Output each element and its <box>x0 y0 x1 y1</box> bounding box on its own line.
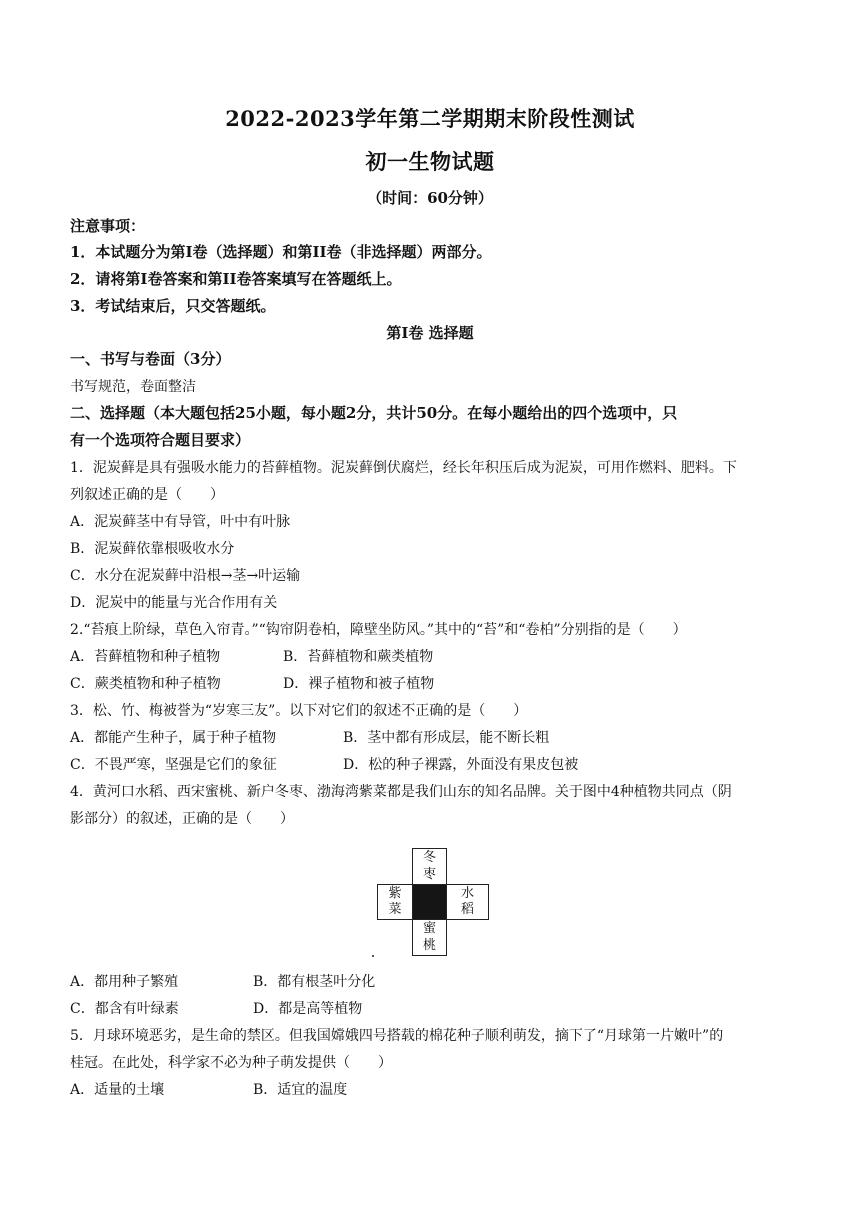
note-item: 1．本试题分为第I卷（选择题）和第II卷（非选择题）两部分。 <box>70 243 492 261</box>
q3-option-a: A．都能产生种子，属于种子植物 <box>70 730 277 746</box>
note-item: 3．考试结束后，只交答题纸。 <box>70 297 276 315</box>
q1-option-a: A．泥炭藓茎中有导管，叶中有叶脉 <box>70 514 291 530</box>
exam-title: 2022-2023学年第二学期期末阶段性测试 <box>225 106 635 131</box>
q2-option-c: C．蕨类植物和种子植物 <box>70 676 221 692</box>
q5-stem-line1: 5．月球环境恶劣，是生命的禁区。但我国嫦娥四号搭载的棉花种子顺利萌发，摘下了“月球第一片嫩叶”的 <box>70 1028 724 1044</box>
q4-option-c: C．都含有叶绿素 <box>70 1001 179 1017</box>
diagram-cell-zicai: 紫 菜 <box>377 884 413 920</box>
plant-commonality-diagram <box>377 848 489 956</box>
part2-heading-line1: 二、选择题（本大题包括25小题，每小题2分，共计50分。在每小题给出的四个选项中，只 <box>70 404 678 422</box>
section-title: 第I卷 选择题 <box>386 324 474 342</box>
q5-option-b: B．适宜的温度 <box>253 1082 348 1098</box>
q3-stem: 3．松、竹、梅被誉为“岁寒三友”。以下对它们的叙述不正确的是（ ） <box>70 703 528 719</box>
stray-mark <box>372 955 374 957</box>
exam-time: （时间：60分钟） <box>367 189 493 207</box>
q3-option-b: B．茎中都有形成层，能不断长粗 <box>343 730 550 746</box>
q4-option-b: B．都有根茎叶分化 <box>253 974 376 990</box>
q2-option-a: A．苔藓植物和种子植物 <box>70 649 221 665</box>
q1-option-c: C．水分在泥炭藓中沿根→茎→叶运输 <box>70 568 301 584</box>
diagram-shaded-overlap <box>412 884 447 920</box>
q2-option-d: D．裸子植物和被子植物 <box>283 676 435 692</box>
q3-option-d: D．松的种子裸露，外面没有果皮包被 <box>343 757 579 773</box>
part1-heading: 一、书写与卷面（3分） <box>70 350 231 368</box>
part1-text: 书写规范，卷面整洁 <box>70 379 196 395</box>
diagram-cell-mitao: 蜜 桃 <box>412 919 447 956</box>
q1-stem-line1: 1．泥炭藓是具有强吸水能力的苔藓植物。泥炭藓倒伏腐烂，经长年积压后成为泥炭，可用作燃料、肥料。下 <box>70 460 737 476</box>
q4-option-d: D．都是高等植物 <box>253 1001 363 1017</box>
q5-stem-line2: 桂冠。在此处，科学家不必为种子萌发提供（ ） <box>70 1055 392 1071</box>
q1-option-d: D．泥炭中的能量与光合作用有关 <box>70 595 278 611</box>
exam-subject: 初一生物试题 <box>365 149 495 174</box>
q4-stem-line2: 影部分）的叙述，正确的是（ ） <box>70 811 294 827</box>
q4-option-a: A．都用种子繁殖 <box>70 974 179 990</box>
q4-stem-line1: 4．黄河口水稻、西宋蜜桃、新户冬枣、渤海湾紫菜都是我们山东的知名品牌。关于图中4种植物共同点（阴 <box>70 784 732 800</box>
q5-option-a: A．适量的土壤 <box>70 1082 165 1098</box>
q3-option-c: C．不畏严寒，坚强是它们的象征 <box>70 757 277 773</box>
q1-option-b: B．泥炭藓依靠根吸收水分 <box>70 541 235 557</box>
q2-stem: 2.“苔痕上阶绿，草色入帘青。”“钩帘阴卷柏，障壁坐防风。”其中的“苔”和“卷柏”分别指的是（ ） <box>70 622 687 638</box>
diagram-cell-dongzao: 冬 枣 <box>412 848 447 885</box>
q1-stem-line2: 列叙述正确的是（ ） <box>70 487 224 503</box>
q2-option-b: B．苔藓植物和蕨类植物 <box>283 649 434 665</box>
notes-heading: 注意事项： <box>70 217 146 235</box>
part2-heading-line2: 有一个选项符合题目要求） <box>70 431 251 449</box>
diagram-cell-shuidao: 水 稻 <box>446 884 489 920</box>
note-item: 2．请将第I卷答案和第II卷答案填写在答题纸上。 <box>70 270 402 288</box>
